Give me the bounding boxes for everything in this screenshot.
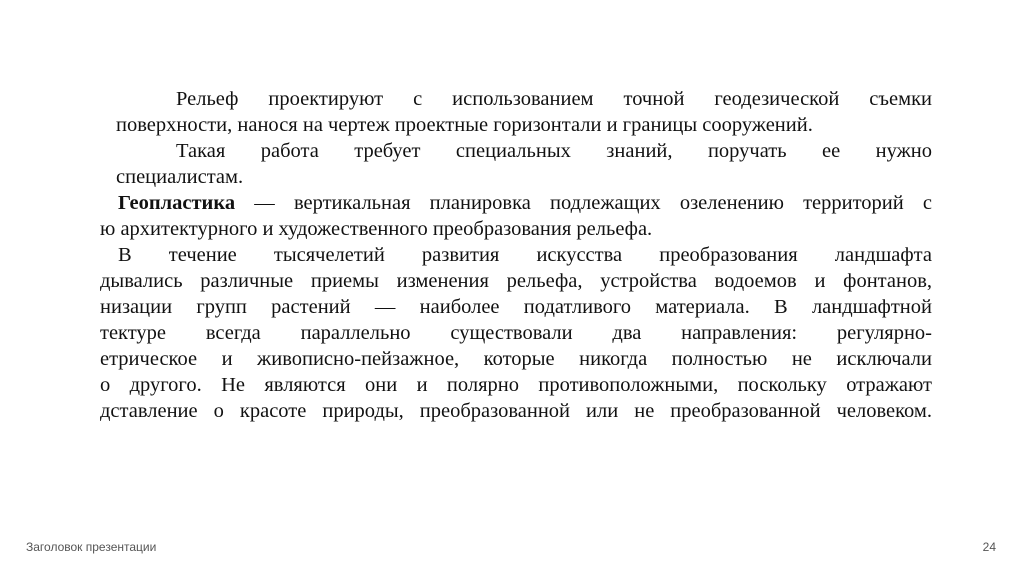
paragraph-2-line-1: Такая работа требует специальных знаний, поручать ее нужно — [176, 140, 932, 162]
paragraph-4-line-4: тектуре всегда параллельно существовали два направления: регулярно- — [100, 322, 932, 344]
body-text — [100, 78, 932, 438]
paragraph-4-line-1: В течение тысячелетий развития искусства преобразования ландшафта — [118, 244, 932, 266]
footer-presentation-title: Заголовок презентации — [26, 540, 157, 554]
paragraph-3-line-2: ю архитектурного и художественного преобразования рельефа. — [100, 218, 653, 240]
paragraph-3-line-1 — [118, 190, 932, 216]
paragraph-4-line-2: дывались различные приемы изменения рельефа, устройства водоемов и фонтанов, — [100, 270, 932, 292]
footer-page-number: 24 — [982, 540, 996, 554]
paragraph-4-line-3: низации групп растений — наиболее податливого материала. В ландшафтной — [100, 296, 932, 318]
paragraph-1-line-1: Рельеф проектируют с использованием точной геодезической съемки — [176, 88, 932, 110]
paragraph-2-line-2: специалистам. — [116, 166, 244, 188]
paragraph-4-line-7: дставление о красоте природы, преобразованной или не преобразованной человеком. — [100, 400, 932, 422]
term-geoplastika: Геопластика — [118, 192, 236, 214]
paragraph-4-line-5: етрическое и живописно-пейзажное, которые никогда полностью не исключали — [100, 348, 932, 370]
paragraph-4-line-6: о другого. Не являются они и полярно противоположными, поскольку отражают — [100, 374, 932, 396]
paragraph-3-line-1-rest: — вертикальная планировка подлежащих озеленению территорий с — [235, 192, 932, 214]
paragraph-1-line-2: поверхности, нанося на чертеж проектные горизонтали и границы сооружений. — [116, 114, 813, 136]
